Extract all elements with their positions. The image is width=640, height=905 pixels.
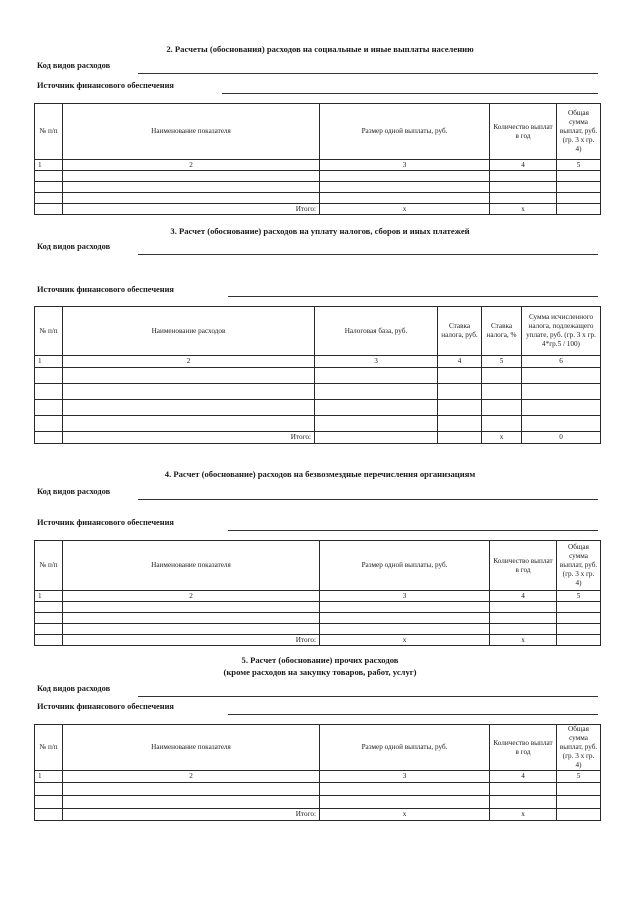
total-cell: x xyxy=(490,204,557,215)
header-cell: № п/п xyxy=(35,307,63,356)
table-row[interactable] xyxy=(35,384,601,400)
table-row[interactable] xyxy=(35,400,601,416)
section-4-source-field[interactable] xyxy=(228,530,598,531)
column-number-row xyxy=(35,356,601,368)
table-row[interactable] xyxy=(35,613,601,624)
section-3-code-field[interactable] xyxy=(138,254,598,255)
header-cell: Наименование показателя xyxy=(63,104,320,160)
table-row[interactable] xyxy=(35,182,601,193)
total-row xyxy=(35,432,601,444)
table-row[interactable] xyxy=(35,368,601,384)
column-number-row xyxy=(35,160,601,171)
column-number: 5 xyxy=(557,591,601,602)
section-3-table xyxy=(34,306,601,444)
header-cell: Ставка налога, руб. xyxy=(438,307,482,356)
header-cell: Наименование показателя xyxy=(63,725,320,771)
column-number: 4 xyxy=(438,356,482,368)
header-cell: Общая сумма выплат, руб. (гр. 3 х гр. 4) xyxy=(557,104,601,160)
section-5-subtitle: (кроме расходов на закупку товаров, работ, услуг) xyxy=(223,667,417,677)
total-cell xyxy=(557,809,601,821)
header-cell: Размер одной выплаты, руб. xyxy=(320,725,490,771)
header-cell: Количество выплат в год xyxy=(490,725,557,771)
section-2-table xyxy=(34,103,601,215)
table-row[interactable] xyxy=(35,416,601,432)
column-number: 2 xyxy=(63,160,320,171)
column-number: 2 xyxy=(63,591,320,602)
column-number: 3 xyxy=(320,160,490,171)
column-number: 2 xyxy=(63,771,320,783)
total-row xyxy=(35,635,601,646)
section-3-source-label: Источник финансового обеспечения xyxy=(37,285,174,294)
header-cell: Наименование расходов xyxy=(63,307,315,356)
header-cell: Общая сумма выплат, руб. (гр. 3 х гр. 4) xyxy=(557,541,601,591)
column-number: 1 xyxy=(35,356,63,368)
table-header-row xyxy=(35,307,601,356)
total-cell xyxy=(557,635,601,646)
header-cell: Количество выплат в год xyxy=(490,104,557,160)
section-2-source-field[interactable] xyxy=(222,93,598,94)
column-number: 1 xyxy=(35,160,63,171)
column-number: 4 xyxy=(490,771,557,783)
column-number: 3 xyxy=(320,591,490,602)
section-3-source-field[interactable] xyxy=(228,296,598,297)
section-4-source-label: Источник финансового обеспечения xyxy=(37,518,174,527)
total-cell xyxy=(438,432,482,444)
section-3-title: 3. Расчет (обоснование) расходов на уплату налогов, сборов и иных платежей xyxy=(170,226,470,236)
section-4-title: 4. Расчет (обоснование) расходов на безвозмездные перечисления организациям xyxy=(164,469,476,479)
column-number: 5 xyxy=(557,771,601,783)
column-number: 3 xyxy=(320,771,490,783)
total-cell: x xyxy=(320,635,490,646)
column-number: 4 xyxy=(490,591,557,602)
table-row[interactable] xyxy=(35,171,601,182)
table-header-row xyxy=(35,725,601,771)
total-row xyxy=(35,204,601,215)
total-cell: x xyxy=(320,204,490,215)
column-number: 1 xyxy=(35,771,63,783)
section-2-title: 2. Расчеты (обоснования) расходов на социальные и иные выплаты населению xyxy=(166,44,474,54)
header-cell: Размер одной выплаты, руб. xyxy=(320,541,490,591)
table-header-row xyxy=(35,104,601,160)
total-cell: x xyxy=(490,809,557,821)
total-row xyxy=(35,809,601,821)
table-row[interactable] xyxy=(35,783,601,796)
total-label: Итого: xyxy=(63,204,320,215)
column-number: 5 xyxy=(557,160,601,171)
section-5-table xyxy=(34,724,601,821)
column-number: 6 xyxy=(522,356,601,368)
table-row[interactable] xyxy=(35,193,601,204)
section-5-source-field[interactable] xyxy=(228,714,598,715)
table-row[interactable] xyxy=(35,624,601,635)
total-cell: x xyxy=(482,432,522,444)
header-cell: № п/п xyxy=(35,725,63,771)
table-header-row xyxy=(35,541,601,591)
header-cell: Ставка налога, % xyxy=(482,307,522,356)
section-2-code-field[interactable] xyxy=(138,73,598,74)
total-cell: 0 xyxy=(522,432,601,444)
header-cell: № п/п xyxy=(35,104,63,160)
column-number-row xyxy=(35,591,601,602)
column-number: 4 xyxy=(490,160,557,171)
total-label: Итого: xyxy=(63,809,320,821)
column-number: 3 xyxy=(315,356,438,368)
total-label: Итого: xyxy=(63,635,320,646)
total-cell xyxy=(557,204,601,215)
header-cell: № п/п xyxy=(35,541,63,591)
header-cell: Размер одной выплаты, руб. xyxy=(320,104,490,160)
section-5-source-label: Источник финансового обеспечения xyxy=(37,702,174,711)
header-cell: Наименование показателя xyxy=(63,541,320,591)
total-cell: x xyxy=(320,809,490,821)
section-3-code-label: Код видов расходов xyxy=(37,242,111,251)
section-5-code-label: Код видов расходов xyxy=(37,684,111,693)
total-label: Итого: xyxy=(63,432,315,444)
section-4-code-field[interactable] xyxy=(138,499,598,500)
column-number: 1 xyxy=(35,591,63,602)
column-number: 2 xyxy=(63,356,315,368)
header-cell: Налоговая база, руб. xyxy=(315,307,438,356)
table-row[interactable] xyxy=(35,602,601,613)
total-cell: x xyxy=(490,635,557,646)
header-cell: Сумма исчисленного налога, подлежащего уплате, руб. (гр. 3 х гр. 4*гр.5 / 100) xyxy=(522,307,601,356)
column-number-row xyxy=(35,771,601,783)
column-number: 5 xyxy=(482,356,522,368)
section-5-title: 5. Расчет (обоснование) прочих расходов xyxy=(241,655,399,665)
section-2-code-label: Код видов расходов xyxy=(37,61,111,70)
total-cell xyxy=(315,432,438,444)
header-cell: Общая сумма выплат, руб. (гр. 3 х гр. 4) xyxy=(557,725,601,771)
table-row[interactable] xyxy=(35,796,601,809)
section-2-source-label: Источник финансового обеспечения xyxy=(37,81,174,90)
section-4-code-label: Код видов расходов xyxy=(37,487,111,496)
section-5-code-field[interactable] xyxy=(138,696,598,697)
section-4-table xyxy=(34,540,601,646)
header-cell: Количество выплат в год xyxy=(490,541,557,591)
